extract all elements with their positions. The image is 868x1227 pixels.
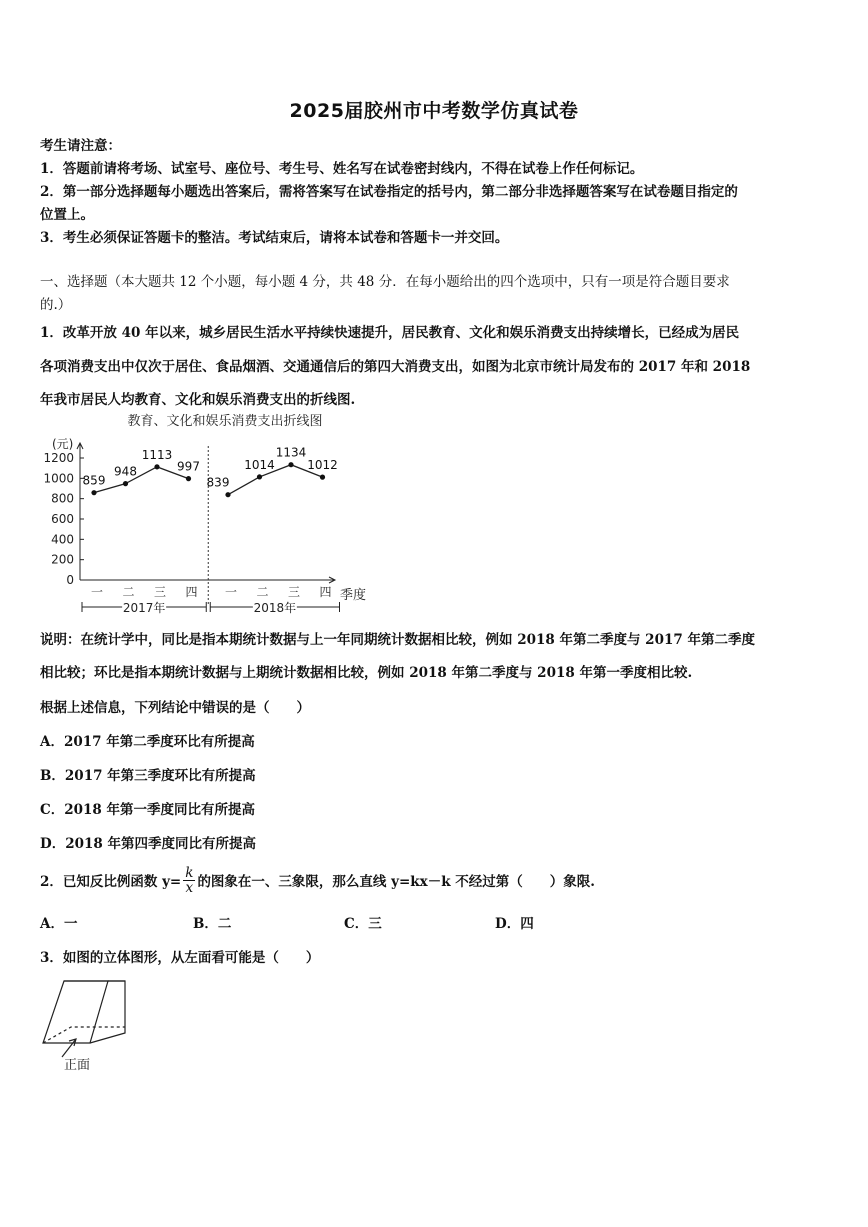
fraction-denominator: x bbox=[185, 879, 194, 896]
year-label: 2017年 bbox=[122, 601, 166, 615]
fraction-numerator: k bbox=[185, 864, 194, 881]
x-tick-label: 一 bbox=[90, 585, 104, 599]
data-point bbox=[91, 490, 96, 495]
x-axis-label: 季度 bbox=[340, 588, 367, 603]
q1-option-a[interactable]: A．2017 年第二季度环比有所提高 bbox=[40, 734, 255, 750]
notice-item-2-cont: 位置上。 bbox=[40, 207, 94, 223]
q1-option-c[interactable]: C．2018 年第一季度同比有所提高 bbox=[40, 802, 256, 818]
x-tick-label: 二 bbox=[256, 585, 269, 599]
y-axis-label: (元) bbox=[52, 437, 74, 451]
q1-line-3: 年我市居民人均教育、文化和娱乐消费支出的折线图. bbox=[40, 392, 356, 408]
y-tick-label: 200 bbox=[51, 552, 74, 567]
q1-option-b[interactable]: B．2017 年第三季度环比有所提高 bbox=[40, 768, 256, 784]
notice-heading: 考生请注意： bbox=[40, 138, 121, 154]
q2-option-d[interactable]: D．四 bbox=[495, 916, 534, 932]
data-label: 1134 bbox=[275, 445, 307, 460]
solid-figure bbox=[38, 975, 138, 1075]
y-tick-label: 400 bbox=[51, 532, 74, 547]
x-tick-label: 四 bbox=[185, 585, 198, 599]
data-point bbox=[123, 481, 128, 486]
front-face bbox=[43, 981, 108, 1043]
q1-note-line-1: 说明：在统计学中，同比是指本期统计数据与上一年同期统计数据相比较，例如 2018 年第二季度与 2017 年第二季度 bbox=[40, 632, 755, 648]
data-point bbox=[320, 475, 325, 480]
data-label: 1113 bbox=[141, 447, 173, 462]
y-tick-label: 0 bbox=[66, 573, 74, 587]
notice-item-3: 3．考生必须保证答题卡的整洁。考试结束后，请将本试卷和答题卡一并交回。 bbox=[40, 230, 509, 246]
q1-line-1: 1．改革开放 40 年以来，城乡居民生活水平持续快速提升，居民教育、文化和娱乐消费支出持续增长，已经成为居民 bbox=[40, 325, 740, 341]
data-label: 948 bbox=[114, 464, 137, 479]
q1-note-line-2: 相比较；环比是指本期统计数据与上期统计数据相比较，例如 2018 年第二季度与 2018 年第一季度相比较. bbox=[40, 665, 693, 681]
chart-title: 教育、文化和娱乐消费支出折线图 bbox=[127, 414, 323, 429]
front-arrow bbox=[62, 1039, 76, 1057]
q1-question: 根据上述信息，下列结论中错误的是（ ） bbox=[40, 700, 310, 716]
hidden-edges bbox=[43, 1027, 125, 1043]
x-tick-label: 三 bbox=[153, 585, 167, 599]
data-label: 839 bbox=[206, 475, 230, 490]
series-line bbox=[94, 464, 189, 493]
x-tick-label: 三 bbox=[287, 585, 301, 599]
q1-option-d[interactable]: D．2018 年第四季度同比有所提高 bbox=[40, 836, 256, 852]
y-tick-label: 1200 bbox=[43, 451, 74, 465]
fraction-k-over-x bbox=[183, 866, 195, 895]
x-tick-label: 二 bbox=[122, 585, 135, 599]
data-point bbox=[225, 492, 230, 497]
notice-item-1: 1．答题前请将考场、试室号、座位号、考生号、姓名写在试卷密封线内，不得在试卷上作任何标记。 bbox=[40, 161, 644, 177]
y-tick-label: 1000 bbox=[43, 471, 74, 486]
data-label: 1014 bbox=[244, 457, 275, 472]
right-face bbox=[90, 981, 125, 1043]
y-tick-label: 600 bbox=[51, 512, 74, 526]
q2-option-c[interactable]: C．三 bbox=[344, 916, 382, 932]
data-point bbox=[186, 476, 191, 481]
data-point bbox=[288, 462, 293, 467]
q2-option-b[interactable]: B．二 bbox=[193, 916, 232, 932]
data-point bbox=[257, 474, 262, 479]
q2-prefix: 2．已知反比例函数 y= bbox=[40, 874, 182, 890]
notice-item-2: 2．第一部分选择题每小题选出答案后，需将答案写在试卷指定的括号内，第二部分非选择题答案写在试卷题目指定的 bbox=[40, 184, 738, 200]
q2-suffix: 的图象在一、三象限，那么直线 y=kx－k 不经过第（ ）象限. bbox=[197, 874, 595, 890]
q2-option-a[interactable]: A．一 bbox=[40, 916, 78, 932]
front-label: 正面 bbox=[64, 1058, 91, 1073]
section-heading: 一、选择题（本大题共 12 个小题，每小题 4 分，共 48 分．在每小题给出的四个选项中，只有一项是符合题目要求 bbox=[40, 274, 730, 290]
q3-question: 3．如图的立体图形，从左面看可能是（ ） bbox=[40, 950, 320, 966]
q2-question bbox=[40, 860, 595, 900]
x-tick-label: 一 bbox=[224, 585, 238, 599]
section-heading-cont: 的.） bbox=[40, 297, 72, 313]
data-point bbox=[154, 464, 159, 469]
data-label: 997 bbox=[177, 459, 200, 474]
data-label: 1012 bbox=[307, 458, 338, 473]
y-tick-label: 800 bbox=[51, 491, 74, 506]
page-title: 2025届胶州市中考数学仿真试卷 bbox=[289, 100, 579, 122]
year-label: 2018年 bbox=[253, 601, 297, 615]
data-label: 859 bbox=[82, 473, 106, 488]
line-chart bbox=[40, 408, 400, 618]
x-tick-label: 四 bbox=[319, 585, 332, 599]
q1-line-2: 各项消费支出中仅次于居住、食品烟酒、交通通信后的第四大消费支出，如图为北京市统计局发布的 2017 年和 2018 bbox=[40, 359, 751, 375]
